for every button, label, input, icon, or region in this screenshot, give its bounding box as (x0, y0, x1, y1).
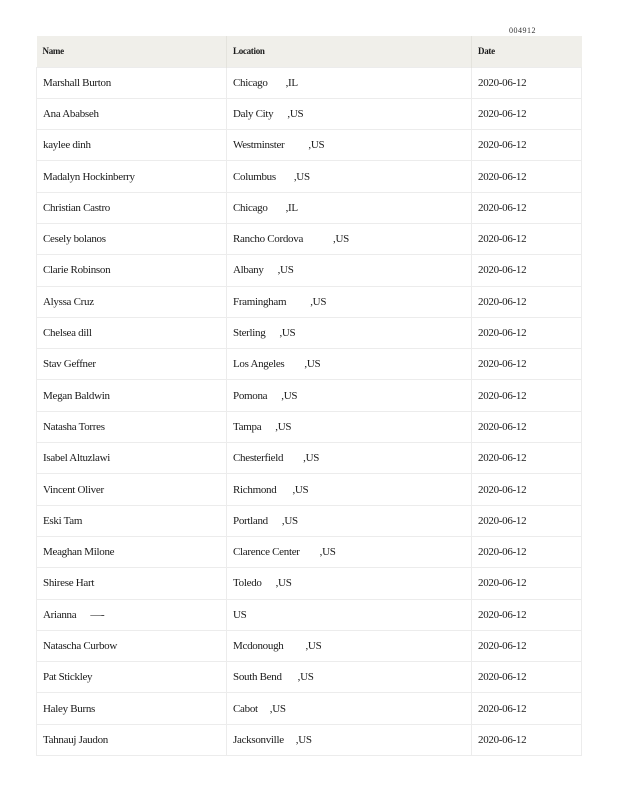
location-city: Cabot (233, 702, 258, 715)
signer-name: Cesely bolanos (43, 233, 106, 246)
table-row (37, 349, 582, 380)
name-cell (37, 536, 227, 567)
location-city: Daly City (233, 107, 274, 120)
date-cell: 2020-06-12 (472, 255, 582, 286)
location-cell (227, 98, 472, 129)
location-region: US (272, 702, 286, 715)
signer-name: Marshall Burton (43, 76, 111, 89)
signer-name: Stav Geffner (43, 358, 96, 371)
location-separator: , (304, 358, 307, 371)
signer-name: Haley Burns (43, 702, 95, 715)
location-separator: , (281, 514, 285, 527)
table-row (37, 380, 582, 411)
signer-name: Ana Ababseh (43, 107, 99, 120)
location-separator: , (293, 170, 297, 183)
table-row (37, 693, 582, 724)
table-row (37, 98, 582, 129)
location-separator: , (310, 295, 313, 308)
location-cell (227, 286, 472, 317)
location-region: US (283, 389, 298, 402)
name-cell (37, 130, 227, 161)
location-region: US (310, 139, 325, 152)
date-cell: 2020-06-12 (472, 67, 582, 98)
date-cell: 2020-06-12 (472, 693, 582, 724)
location-city: Portland (233, 514, 268, 527)
document-id: 004912 (509, 26, 536, 35)
location-cell (227, 568, 472, 599)
location-city: South Bend (233, 671, 282, 684)
table-row (37, 223, 582, 254)
name-cell (37, 693, 227, 724)
location-city: Clarence Center (233, 546, 300, 559)
location-region: US (281, 327, 296, 340)
name-cell (37, 411, 227, 442)
location-region: US (312, 295, 327, 308)
location-city: Westminster (233, 139, 285, 152)
location-region: US (306, 358, 321, 371)
location-separator: , (305, 639, 308, 652)
column-header-location: Location (227, 36, 472, 67)
location-cell (227, 536, 472, 567)
location-separator: , (275, 577, 279, 590)
name-cell (37, 474, 227, 505)
location-city: Framingham (233, 295, 287, 308)
name-cell (37, 568, 227, 599)
table-row (37, 630, 582, 661)
location-cell (227, 380, 472, 411)
signer-name: Shirese Hart (43, 577, 95, 590)
name-cell (37, 443, 227, 474)
location-separator: , (285, 201, 289, 214)
name-cell (37, 380, 227, 411)
location-region: US (277, 420, 292, 433)
signer-name: Chelsea dill (43, 327, 92, 340)
signer-name: Christian Castro (43, 201, 111, 214)
date-cell: 2020-06-12 (472, 223, 582, 254)
table-row (37, 505, 582, 536)
location-separator: , (281, 389, 284, 402)
location-city: Chicago (233, 201, 268, 214)
signer-name: Madalyn Hockinberry (43, 170, 135, 183)
location-region: IL (288, 201, 298, 214)
signer-name: Natasha Torres (43, 420, 105, 433)
location-separator: , (269, 702, 273, 715)
location-separator: , (292, 483, 295, 496)
name-cell (37, 67, 227, 98)
location-cell (227, 724, 472, 755)
signer-name: Natascha Curbow (43, 639, 118, 652)
location-region: US (280, 264, 294, 277)
location-city: Chesterfield (233, 452, 284, 465)
location-city: Tampa (233, 420, 262, 433)
location-cell (227, 317, 472, 348)
signer-name: Tahnauj Jaudon (43, 733, 108, 746)
date-cell: 2020-06-12 (472, 192, 582, 223)
location-city: Rancho Cordova (233, 233, 304, 246)
table-row (37, 67, 582, 98)
name-cell (37, 192, 227, 223)
location-separator: , (333, 233, 336, 246)
table-row (37, 317, 582, 348)
name-cell (37, 599, 227, 630)
location-cell (227, 693, 472, 724)
location-city: Chicago (233, 76, 268, 89)
column-header-date: Date (478, 46, 495, 57)
location-cell (227, 255, 472, 286)
location-cell (227, 161, 472, 192)
location-region: US (289, 107, 304, 120)
table-row (37, 443, 582, 474)
name-cell (37, 630, 227, 661)
signer-name: Eski Tam (43, 514, 83, 527)
location-city: Sterling (233, 327, 266, 340)
table-row (37, 130, 582, 161)
location-region: US (298, 733, 312, 746)
location-separator: , (287, 107, 290, 120)
date-cell: 2020-06-12 (472, 411, 582, 442)
location-city: Los Angeles (233, 358, 285, 371)
table-row (37, 599, 582, 630)
name-cell (37, 724, 227, 755)
location-cell (227, 474, 472, 505)
location-cell (227, 443, 472, 474)
column-header-name: Name (37, 36, 227, 67)
location-separator: , (295, 733, 299, 746)
table-row (37, 192, 582, 223)
date-cell: 2020-06-12 (472, 568, 582, 599)
location-city: Albany (233, 264, 264, 277)
location-separator: , (277, 264, 281, 277)
name-cell (37, 505, 227, 536)
name-cell (37, 223, 227, 254)
table-row (37, 474, 582, 505)
location-separator: , (279, 327, 282, 340)
table-row (37, 286, 582, 317)
signer-name: Pat Stickley (43, 671, 93, 684)
location-region: US (307, 639, 322, 652)
location-separator: , (297, 671, 301, 684)
signer-name: kaylee dinh (43, 139, 91, 152)
name-cell (37, 349, 227, 380)
location-region: US (294, 483, 309, 496)
location-city: Pomona (233, 389, 268, 402)
location-region: US (233, 608, 247, 621)
date-cell: 2020-06-12 (472, 161, 582, 192)
signer-name: Isabel Altuzlawi (43, 452, 110, 465)
name-cell (37, 255, 227, 286)
location-city: Mcdonough (233, 639, 284, 652)
table-row (37, 724, 582, 755)
name-cell (37, 317, 227, 348)
table-row (37, 411, 582, 442)
location-separator: , (319, 546, 323, 559)
signer-name: Vincent Oliver (43, 483, 104, 496)
location-separator: , (285, 76, 289, 89)
location-cell (227, 505, 472, 536)
date-cell: 2020-06-12 (472, 630, 582, 661)
location-city: Richmond (233, 483, 277, 496)
location-city: Toledo (233, 577, 262, 590)
name-cell (37, 98, 227, 129)
location-region: US (284, 514, 298, 527)
location-cell (227, 349, 472, 380)
location-region: US (322, 546, 336, 559)
signatures-table (36, 36, 582, 756)
signer-name: Meaghan Milone (43, 546, 115, 559)
location-city: Columbus (233, 170, 276, 183)
date-cell: 2020-06-12 (472, 317, 582, 348)
location-cell (227, 192, 472, 223)
signer-name: Clarie Robinson (43, 264, 111, 277)
location-cell (227, 662, 472, 693)
name-cell (37, 286, 227, 317)
date-cell: 2020-06-12 (472, 474, 582, 505)
location-region: US (305, 452, 320, 465)
date-cell: 2020-06-12 (472, 724, 582, 755)
date-cell: 2020-06-12 (472, 505, 582, 536)
date-cell: 2020-06-12 (472, 536, 582, 567)
name-suffix: —- (90, 608, 105, 621)
date-cell: 2020-06-12 (472, 98, 582, 129)
location-region: US (300, 671, 314, 684)
date-cell: 2020-06-12 (472, 380, 582, 411)
location-city: Jacksonville (233, 733, 284, 746)
date-cell: 2020-06-12 (472, 286, 582, 317)
location-cell (227, 223, 472, 254)
name-cell (37, 161, 227, 192)
location-cell (227, 411, 472, 442)
location-region: US (335, 233, 349, 246)
location-cell (227, 67, 472, 98)
date-cell: 2020-06-12 (472, 599, 582, 630)
table-row (37, 662, 582, 693)
location-region: US (278, 577, 292, 590)
table-row (37, 536, 582, 567)
signer-name: Arianna (43, 608, 77, 621)
date-cell: 2020-06-12 (472, 349, 582, 380)
signer-name: Alyssa Cruz (43, 295, 94, 308)
date-cell: 2020-06-12 (472, 662, 582, 693)
table-row (37, 255, 582, 286)
header-row (37, 36, 582, 67)
location-cell (227, 630, 472, 661)
location-cell (227, 130, 472, 161)
location-separator: , (275, 420, 278, 433)
signer-name: Megan Baldwin (43, 389, 110, 402)
table-row (37, 568, 582, 599)
location-cell (227, 599, 472, 630)
location-separator: , (308, 139, 311, 152)
location-region: IL (288, 76, 298, 89)
location-region: US (296, 170, 310, 183)
table-body (37, 67, 582, 756)
table-row (37, 161, 582, 192)
location-separator: , (303, 452, 306, 465)
name-cell (37, 662, 227, 693)
table-header (37, 36, 582, 67)
date-cell: 2020-06-12 (472, 130, 582, 161)
date-cell: 2020-06-12 (472, 443, 582, 474)
